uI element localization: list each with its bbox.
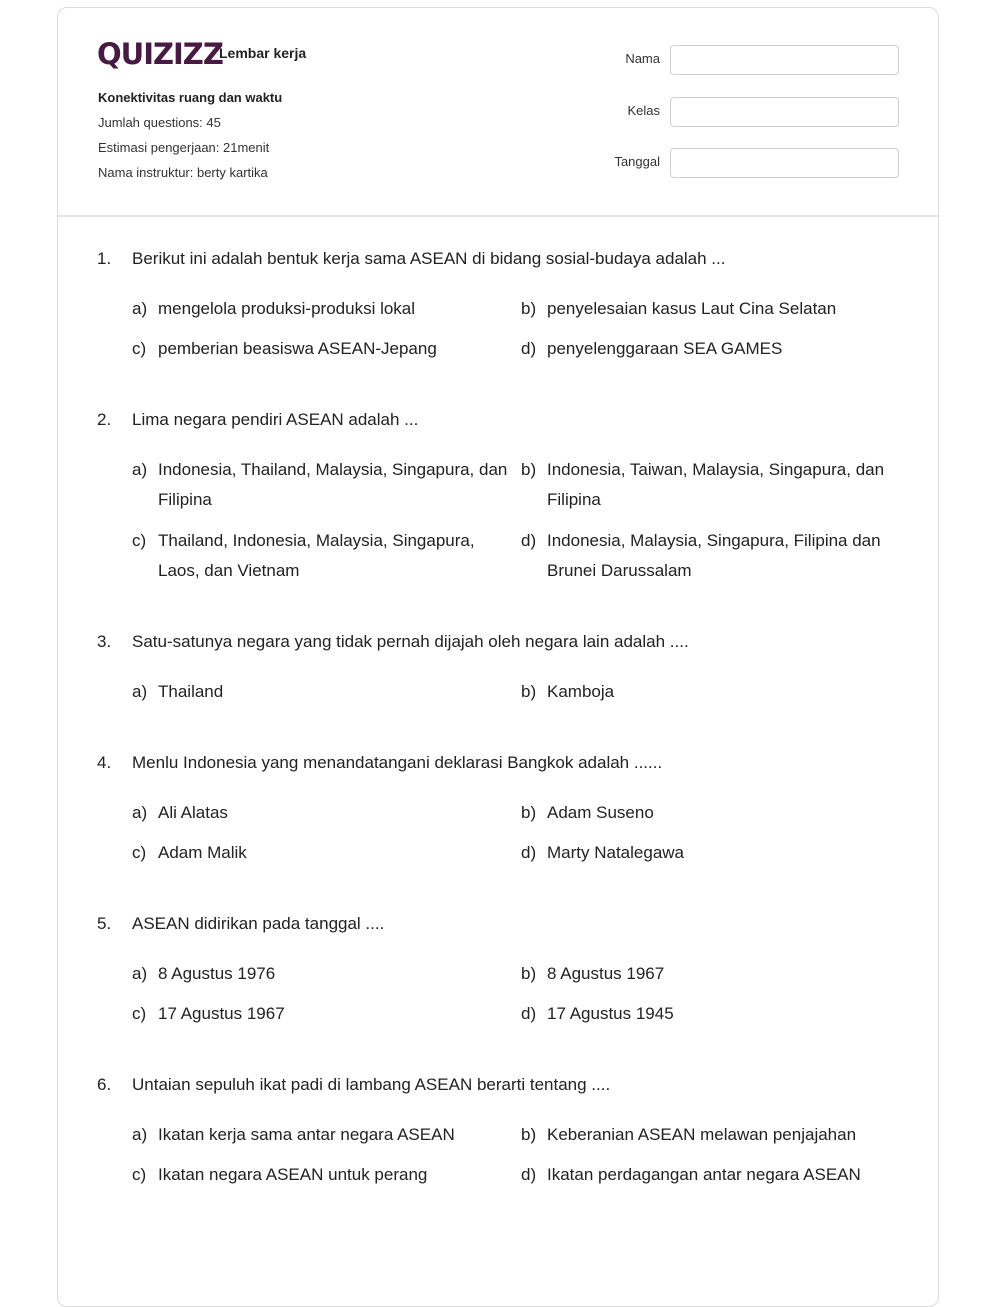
- option-letter: d): [521, 531, 537, 550]
- option-letter: b): [521, 964, 537, 983]
- option-letter: d): [521, 843, 537, 862]
- option-text: Thailand, Indonesia, Malaysia, Singapura, Laos, dan Vietnam: [158, 531, 475, 580]
- option-text: Marty Natalegawa: [547, 843, 685, 862]
- option-letter: d): [521, 1165, 537, 1184]
- option-text: 8 Agustus 1976: [158, 964, 276, 983]
- date-field[interactable]: [670, 148, 899, 178]
- option-letter: a): [132, 299, 148, 318]
- option-letter: a): [132, 460, 148, 479]
- option-letter: a): [132, 1125, 148, 1144]
- option-text: Indonesia, Taiwan, Malaysia, Singapura, dan Filipina: [547, 460, 885, 509]
- option-text: Indonesia, Thailand, Malaysia, Singapura, dan Filipina: [158, 460, 508, 509]
- question-text: Lima negara pendiri ASEAN adalah ...: [132, 410, 419, 429]
- option-text: penyelenggaraan SEA GAMES: [547, 339, 783, 358]
- option-letter: b): [521, 460, 537, 479]
- option-text: Adam Malik: [158, 843, 247, 862]
- name-label: Nama: [625, 51, 660, 66]
- quiz-title: Konektivitas ruang dan waktu: [98, 90, 283, 105]
- option-letter: c): [132, 1004, 147, 1023]
- option-text: Kamboja: [547, 682, 615, 701]
- question-text: ASEAN didirikan pada tanggal ....: [132, 914, 385, 933]
- question-number: 5.: [97, 914, 112, 933]
- question-text: Untaian sepuluh ikat padi di lambang ASEAN berarti tentang ....: [132, 1075, 611, 1094]
- option-letter: a): [132, 964, 148, 983]
- question-text: Satu-satunya negara yang tidak pernah dijajah oleh negara lain adalah ....: [132, 632, 689, 651]
- option-text: penyelesaian kasus Laut Cina Selatan: [547, 299, 837, 318]
- option-letter: c): [132, 339, 147, 358]
- instructor-name: Nama instruktur: berty kartika: [98, 165, 268, 180]
- option-letter: a): [132, 682, 148, 701]
- option-letter: d): [521, 1004, 537, 1023]
- name-field[interactable]: [670, 45, 899, 75]
- option-text: Ikatan negara ASEAN untuk perang: [158, 1165, 428, 1184]
- question-text: Berikut ini adalah bentuk kerja sama ASEAN di bidang sosial-budaya adalah ...: [132, 249, 726, 268]
- question-number: 2.: [97, 410, 112, 429]
- option-text: Ikatan perdagangan antar negara ASEAN: [547, 1165, 861, 1184]
- option-text: Thailand: [158, 682, 224, 701]
- option-letter: c): [132, 531, 147, 550]
- option-text: Ali Alatas: [158, 803, 228, 822]
- option-letter: d): [521, 339, 537, 358]
- quizizz-logo: QUIZIZZ: [97, 37, 223, 71]
- option-text: mengelola produksi-produksi lokal: [158, 299, 416, 318]
- option-letter: b): [521, 682, 537, 701]
- question-number: 1.: [97, 249, 112, 268]
- option-letter: b): [521, 803, 537, 822]
- option-letter: b): [521, 1125, 537, 1144]
- option-letter: b): [521, 299, 537, 318]
- class-label: Kelas: [627, 103, 660, 118]
- class-field[interactable]: [670, 97, 899, 127]
- date-label: Tanggal: [614, 154, 660, 169]
- option-text: 17 Agustus 1945: [547, 1004, 674, 1023]
- question-number: 4.: [97, 753, 112, 772]
- worksheet-label: Lembar kerja: [219, 45, 307, 61]
- option-letter: c): [132, 843, 147, 862]
- estimated-time: Estimasi pengerjaan: 21menit: [98, 140, 270, 155]
- option-text: Indonesia, Malaysia, Singapura, Filipina dan Brunei Darussalam: [547, 531, 881, 580]
- option-letter: c): [132, 1165, 147, 1184]
- question-text: Menlu Indonesia yang menandatangani deklarasi Bangkok adalah ......: [132, 753, 663, 772]
- worksheet: [57, 7, 939, 1307]
- question-number: 6.: [97, 1075, 112, 1094]
- questions-count: Jumlah questions: 45: [98, 115, 221, 130]
- option-text: pemberian beasiswa ASEAN-Jepang: [158, 339, 437, 358]
- option-text: 8 Agustus 1967: [547, 964, 665, 983]
- option-text: Ikatan kerja sama antar negara ASEAN: [158, 1125, 455, 1144]
- option-text: Keberanian ASEAN melawan penjajahan: [547, 1125, 857, 1144]
- option-text: Adam Suseno: [547, 803, 654, 822]
- question-number: 3.: [97, 632, 112, 651]
- option-text: 17 Agustus 1967: [158, 1004, 285, 1023]
- option-letter: a): [132, 803, 148, 822]
- worksheet-header: [58, 8, 938, 217]
